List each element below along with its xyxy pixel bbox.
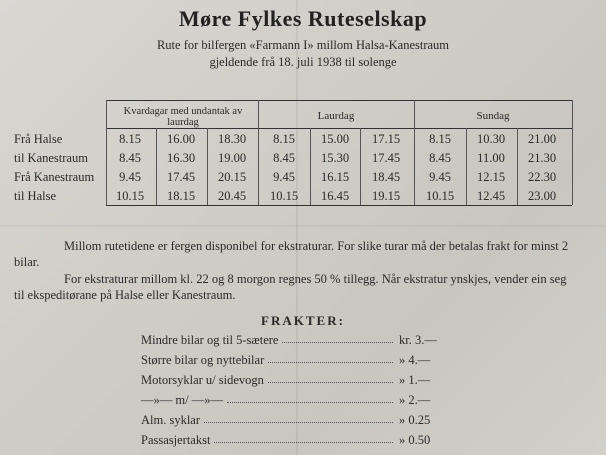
col-divider [156, 128, 157, 205]
departure-time: 10.15 [115, 189, 145, 203]
row-label: til Halse [14, 189, 57, 203]
departure-time: 23.00 [527, 189, 557, 203]
departure-time: 22.30 [527, 170, 557, 184]
fare-price: » 1.— [399, 373, 431, 387]
group-header-sunday: Sundag [476, 110, 510, 122]
departure-time: 17.15 [371, 132, 401, 146]
dot-leader [214, 433, 393, 443]
document-title: Møre Fylkes Ruteselskap [178, 6, 428, 31]
col-divider [466, 128, 467, 205]
departure-time: 12.15 [476, 170, 506, 184]
group-header-weekdays: Kvardagar med undantak av laurdag [123, 106, 243, 128]
dot-leader [204, 413, 393, 423]
group-divider-1 [258, 100, 259, 205]
fare-label: Større bilar og nyttebilar [141, 353, 265, 367]
col-divider [207, 128, 208, 205]
departure-time: 18.30 [217, 132, 247, 146]
document-subtitle: Rute for bilfergen «Farmann I» millom Halsa-Kanestraum [156, 38, 450, 52]
departure-time: 21.00 [527, 132, 557, 146]
paragraph-extra-trips: Millom rutetidene er fergen disponibel for ekstraturar. For slike turar må der betalas frakt for minst 2 bilar. [14, 239, 569, 269]
departure-time: 12.45 [476, 189, 506, 203]
paper-fold-horizontal [0, 225, 606, 227]
departure-time: 10.15 [269, 189, 299, 203]
departure-time: 20.15 [217, 170, 247, 184]
paragraph-night-surcharge: For ekstraturar millom kl. 22 og 8 morgon regnes 50 % tillegg. Når ekstratur ynskjes, vender ein seg til ekspeditørane på Halse eller Kanestraum. [14, 272, 567, 302]
departure-time: 9.45 [119, 170, 141, 184]
departure-time: 16.15 [320, 170, 350, 184]
departure-time: 8.15 [273, 132, 295, 146]
departure-time: 8.45 [273, 151, 295, 165]
fare-price: » 0.50 [399, 433, 431, 447]
departure-time: 8.45 [429, 151, 451, 165]
fare-label: Mindre bilar og til 5-sætere [141, 333, 279, 347]
col-divider [517, 128, 518, 205]
group-divider-2 [414, 100, 415, 205]
departure-time: 10.30 [476, 132, 506, 146]
table-top-rule [106, 100, 572, 101]
fare-price: » 2.— [399, 393, 431, 407]
departure-time: 15.30 [320, 151, 350, 165]
departure-time: 19.15 [371, 189, 401, 203]
departure-time: 18.45 [371, 170, 401, 184]
departure-time: 8.45 [119, 151, 141, 165]
row-label: til Kanestraum [14, 151, 88, 165]
fare-price: » 0.25 [399, 413, 431, 427]
validity-line: gjeldende frå 18. juli 1938 til solenge [209, 55, 397, 69]
departure-time: 16.00 [166, 132, 196, 146]
departure-time: 19.00 [217, 151, 247, 165]
fare-label: Passasjertakst [141, 433, 211, 447]
group-header-saturday: Laurdag [317, 110, 355, 122]
row-label: Frå Halse [14, 132, 63, 146]
departure-time: 8.15 [429, 132, 451, 146]
table-border-right [572, 100, 573, 205]
departure-time: 9.45 [429, 170, 451, 184]
fare-label: —»— m/ —»— [141, 393, 223, 407]
departure-time: 17.45 [371, 151, 401, 165]
departure-time: 20.45 [217, 189, 247, 203]
col-divider [360, 128, 361, 205]
frakter-heading: FRAKTER: [261, 313, 345, 328]
dot-leader [227, 393, 393, 403]
table-border-left [106, 100, 107, 205]
dot-leader [268, 353, 393, 363]
departure-time: 17.45 [166, 170, 196, 184]
fare-label: Alm. syklar [141, 413, 201, 427]
departure-time: 18.15 [166, 189, 196, 203]
fare-price: » 4.— [399, 353, 431, 367]
fare-price: kr. 3.— [399, 333, 437, 347]
departure-time: 16.30 [166, 151, 196, 165]
table-bottom-rule [106, 205, 572, 206]
departure-time: 15.00 [320, 132, 350, 146]
table-header-rule [106, 128, 572, 129]
departure-time: 21.30 [527, 151, 557, 165]
departure-time: 10.15 [425, 189, 455, 203]
col-divider [310, 128, 311, 205]
fare-label: Motorsyklar u/ sidevogn [141, 373, 264, 387]
dot-leader [282, 333, 393, 343]
departure-time: 16.45 [320, 189, 350, 203]
departure-time: 9.45 [273, 170, 295, 184]
departure-time: 11.00 [477, 151, 505, 165]
row-label: Frå Kanestraum [14, 170, 95, 184]
dot-leader [268, 373, 393, 383]
departure-time: 8.15 [119, 132, 141, 146]
